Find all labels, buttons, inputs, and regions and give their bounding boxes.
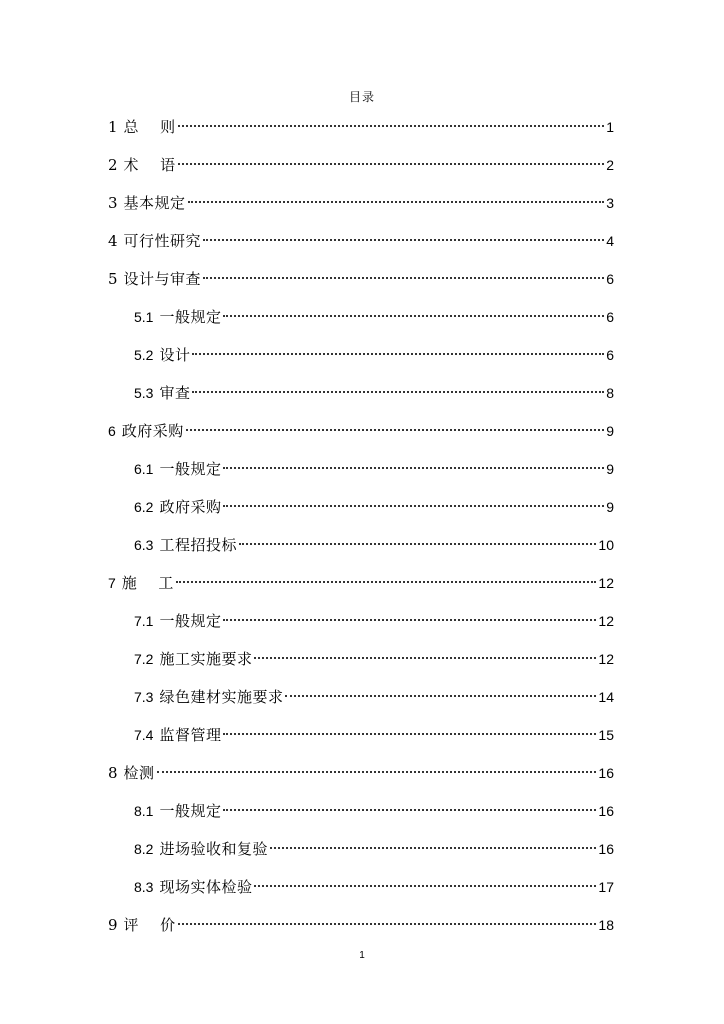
toc-entry-page: 15 <box>598 727 614 743</box>
toc-entry-page: 12 <box>598 651 614 667</box>
toc-dot-leader <box>223 467 604 469</box>
toc-entry-text: 评 价 <box>123 916 176 934</box>
toc-entry-text: 可行性研究 <box>123 232 202 250</box>
toc-entry-page: 16 <box>598 841 614 857</box>
toc-entry-number: 6 <box>108 423 116 439</box>
toc-entry-label <box>134 683 283 711</box>
toc-entry-label <box>108 265 201 293</box>
toc-entry-page: 12 <box>598 575 614 591</box>
toc-entry-page: 16 <box>598 803 614 819</box>
toc-entry-text: 术 语 <box>123 156 176 174</box>
toc-entry[interactable] <box>134 607 614 635</box>
toc-entry-number: 5.1 <box>134 309 154 325</box>
toc-entry-page: 6 <box>606 347 614 363</box>
toc-entry-number: 8.1 <box>134 803 154 819</box>
toc-entry-text: 审查 <box>159 384 191 402</box>
toc-entry-label <box>134 835 268 863</box>
toc-entry-page: 8 <box>606 385 614 401</box>
toc-dot-leader <box>254 885 596 887</box>
toc-entry[interactable] <box>134 341 614 369</box>
toc-entry[interactable] <box>108 113 614 141</box>
toc-entry-label <box>134 721 221 749</box>
toc-entry[interactable] <box>108 569 614 597</box>
toc-entry-text: 政府采购 <box>159 498 222 516</box>
page-number: 1 <box>359 950 365 961</box>
toc-entry-label <box>108 151 176 179</box>
toc-entry-page: 10 <box>598 537 614 553</box>
toc-entry-label <box>134 493 221 521</box>
toc-entry-label <box>108 911 176 939</box>
toc-entry-number: 8.3 <box>134 879 154 895</box>
toc-entry-label <box>134 797 221 825</box>
toc-entry[interactable] <box>108 189 614 217</box>
toc-dot-leader <box>178 125 605 127</box>
toc-entry-page: 1 <box>606 119 614 135</box>
toc-entry-number: 5.2 <box>134 347 154 363</box>
toc-entry-text: 设计与审查 <box>123 270 202 288</box>
toc-entry-number: 7 <box>108 575 116 591</box>
toc-dot-leader <box>192 353 604 355</box>
toc-dot-leader <box>223 619 596 621</box>
toc-dot-leader <box>254 657 596 659</box>
toc-entry-label <box>134 607 221 635</box>
toc-entry[interactable] <box>134 303 614 331</box>
toc-dot-leader <box>223 505 604 507</box>
toc-entry-text: 一般规定 <box>159 308 222 326</box>
toc-dot-leader <box>178 923 597 925</box>
toc-entry-text: 一般规定 <box>159 460 222 478</box>
toc-entry-page: 9 <box>606 461 614 477</box>
toc-entry-page: 14 <box>598 689 614 705</box>
toc-entry[interactable] <box>134 873 614 901</box>
toc-dot-leader <box>176 581 597 583</box>
toc-entry-number: 1 <box>108 118 118 136</box>
toc-entry-page: 16 <box>598 765 614 781</box>
toc-entry-number: 2 <box>108 156 118 174</box>
toc-entry-text: 施 工 <box>121 574 174 592</box>
toc-entry-number: 4 <box>108 232 118 250</box>
toc-dot-leader <box>203 239 604 241</box>
toc-entry-page: 6 <box>606 309 614 325</box>
toc-entry-page: 17 <box>598 879 614 895</box>
toc-entry[interactable] <box>134 683 614 711</box>
toc-entry-label <box>108 113 176 141</box>
toc-entry[interactable] <box>134 721 614 749</box>
toc-dot-leader <box>188 201 605 203</box>
toc-entry-label <box>134 303 221 331</box>
toc-entry-page: 9 <box>606 499 614 515</box>
toc-entry[interactable] <box>134 835 614 863</box>
toc-dot-leader <box>178 163 605 165</box>
toc-dot-leader <box>223 733 596 735</box>
toc-entry-text: 政府采购 <box>121 422 184 440</box>
toc-entry-text: 检测 <box>123 764 155 782</box>
toc-entry-text: 工程招投标 <box>159 536 237 554</box>
toc-entry-page: 9 <box>606 423 614 439</box>
toc-entry[interactable] <box>108 151 614 179</box>
toc-dot-leader <box>192 391 604 393</box>
toc-entry-number: 5.3 <box>134 385 154 401</box>
toc-dot-leader <box>223 315 604 317</box>
toc-dot-leader <box>239 543 596 545</box>
toc-entry-text: 一般规定 <box>159 612 222 630</box>
toc-entry-label <box>134 531 237 559</box>
toc-entry[interactable] <box>108 417 614 445</box>
toc-entry-number: 6.1 <box>134 461 154 477</box>
toc-entry-label <box>108 417 184 445</box>
toc-entry-number: 7.2 <box>134 651 154 667</box>
toc-entry-number: 8.2 <box>134 841 154 857</box>
toc-entry-label <box>108 759 155 787</box>
toc-entry-text: 施工实施要求 <box>159 650 253 668</box>
toc-entry-page: 4 <box>606 233 614 249</box>
toc-entry[interactable] <box>134 797 614 825</box>
toc-entry-number: 5 <box>108 270 118 288</box>
toc-entry-text: 绿色建材实施要求 <box>159 688 284 706</box>
toc-entry-number: 6.3 <box>134 537 154 553</box>
toc-entry[interactable] <box>108 911 614 939</box>
toc-title: 目录 <box>348 90 375 104</box>
toc-entry-text: 进场验收和复验 <box>159 840 268 858</box>
toc-entry-label <box>134 341 190 369</box>
toc-dot-leader <box>223 809 596 811</box>
toc-entry-label <box>134 645 252 673</box>
toc-entry-label <box>108 227 201 255</box>
toc-dot-leader <box>285 695 596 697</box>
toc-entry[interactable] <box>134 645 614 673</box>
toc-entry-number: 3 <box>108 194 118 212</box>
toc-entry-text: 基本规定 <box>123 194 186 212</box>
toc-entry-number: 7.4 <box>134 727 154 743</box>
toc-dot-leader <box>270 847 596 849</box>
toc-dot-leader <box>186 429 604 431</box>
toc-entry-number: 7.3 <box>134 689 154 705</box>
toc-entry-label <box>108 189 186 217</box>
toc-entry-label <box>134 873 252 901</box>
toc-dot-leader <box>157 771 597 773</box>
toc-entry-label <box>134 455 221 483</box>
toc-entry-text: 总 则 <box>123 118 176 136</box>
toc-entry[interactable] <box>108 759 614 787</box>
toc-entry-number: 8 <box>108 764 118 782</box>
toc-entry-page: 18 <box>598 917 614 933</box>
toc-entry-number: 6.2 <box>134 499 154 515</box>
toc-entry[interactable] <box>108 227 614 255</box>
toc-entry-number: 7.1 <box>134 613 154 629</box>
toc-entry-text: 监督管理 <box>159 726 222 744</box>
toc-entry-label <box>134 379 190 407</box>
toc-entry-text: 一般规定 <box>159 802 222 820</box>
toc-entry[interactable] <box>134 455 614 483</box>
toc-dot-leader <box>203 277 604 279</box>
toc-entry-page: 2 <box>606 157 614 173</box>
toc-entry-text: 现场实体检验 <box>159 878 253 896</box>
toc-entry-label <box>108 569 174 597</box>
toc-entry-page: 6 <box>606 271 614 287</box>
toc-entry-text: 设计 <box>159 346 191 364</box>
toc-entry[interactable] <box>134 379 614 407</box>
toc-entry-page: 3 <box>606 195 614 211</box>
toc-entry[interactable] <box>134 493 614 521</box>
toc-entry-number: 9 <box>108 916 118 934</box>
toc-entry-page: 12 <box>598 613 614 629</box>
toc-entry[interactable] <box>108 265 614 293</box>
toc-entry[interactable] <box>134 531 614 559</box>
